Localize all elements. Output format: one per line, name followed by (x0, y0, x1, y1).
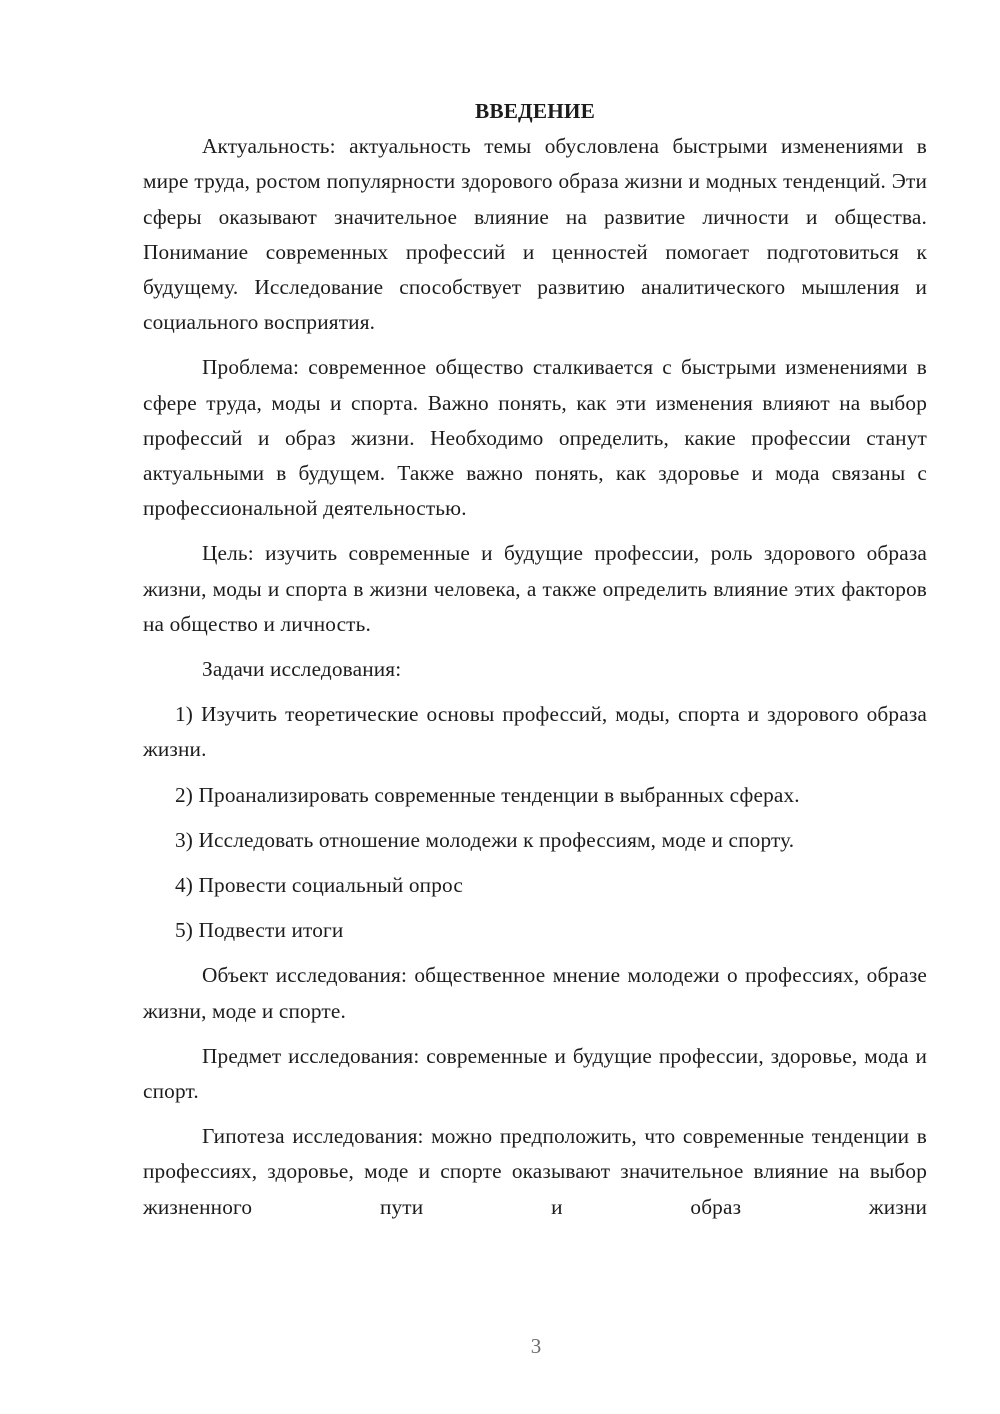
paragraph-problem: Проблема: современное общество сталкивается с быстрыми изменениями в сфере труда, моды и спорта. Важно понять, как эти изменения влияют на выбор профессий и образ жизни. Необходимо определить, какие профессии станут актуальными в будущем. Также важно понять, как здоровье и мода связаны с профессиональной деятельностью. (143, 355, 927, 521)
task-item-4: 4) Провести социальный опрос (175, 873, 463, 898)
task-item-1: 1) Изучить теоретические основы профессий, моды, спорта и здорового образа жизни. (143, 702, 927, 762)
paragraph-goal: Цель: изучить современные и будущие профессии, роль здорового образа жизни, моды и спорта в жизни человека, а также определить влияние этих факторов на общество и личность. (143, 541, 927, 636)
paragraph-hypothesis: Гипотеза исследования: можно предположить, что современные тенденции в профессиях, здоровье, моде и спорте оказывают значительное влияние на выбор жизненного пути и образ жизни (143, 1124, 927, 1219)
page-number: 3 (530, 1334, 542, 1358)
document-body (143, 94, 927, 1235)
paragraph-object: Объект исследования: общественное мнение молодежи о профессиях, образе жизни, моде и спорте. (143, 963, 927, 1023)
task-item-3: 3) Исследовать отношение молодежи к профессиям, моде и спорту. (175, 827, 795, 852)
task-item-5: 5) Подвести итоги (175, 918, 344, 943)
paragraph-relevance: Актуальность: актуальность темы обусловлена быстрыми изменениями в мире труда, ростом популярности здорового образа жизни и модных тенденций. Эти сферы оказывают значительное влияние на развитие личности и общества. Понимание современных профессий и ценностей помогает подготовиться к будущему. Исследование способствует развитию аналитического мышления и социального восприятия. (143, 134, 927, 335)
tasks-heading: Задачи исследования: (202, 657, 402, 682)
paragraph-subject: Предмет исследования: современные и будущие профессии, здоровье, мода и спорт. (143, 1043, 927, 1104)
section-title: ВВЕДЕНИЕ (474, 99, 595, 123)
task-item-2: 2) Проанализировать современные тенденции в выбранных сферах. (175, 782, 800, 807)
